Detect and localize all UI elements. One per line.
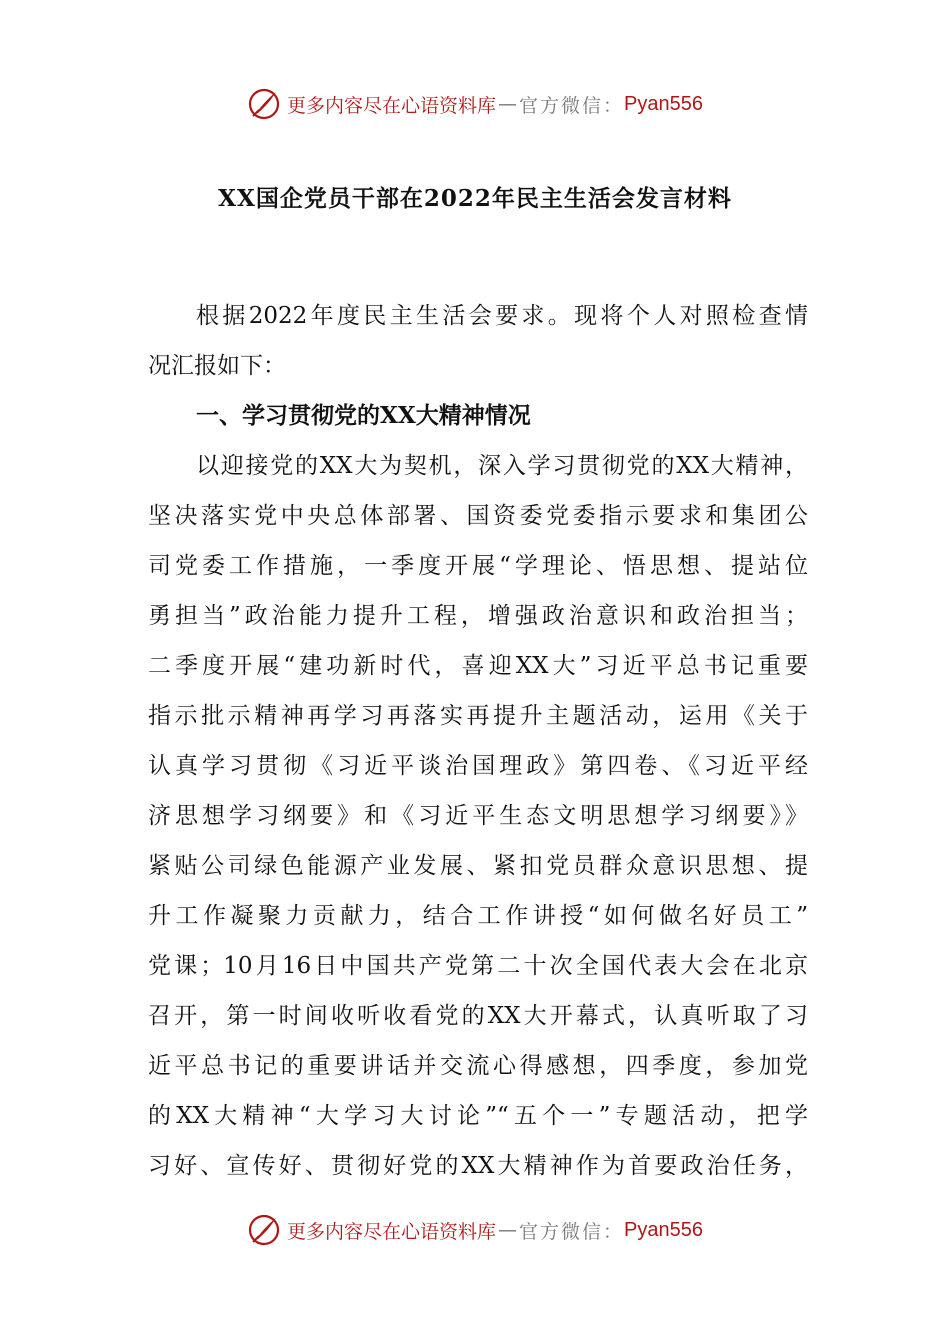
paragraph-line: 以迎接党的XX大为契机，深入学习贯彻党的XX大精神， [196,453,808,479]
section-heading: 一、学习贯彻党的XX大精神情况 [196,402,531,429]
watermark-wechat-id: Pyan556 [624,92,703,115]
document-body [148,291,808,1191]
paragraph-line: 升工作凝聚力贡献力，结合工作讲授“如何做名好员工” [148,903,808,929]
watermark-brand-text: 更多内容尽在心语资料库 [287,1220,497,1243]
paragraph-line: 党课；10月16日中国共产党第二十次全国代表大会在北京 [148,953,808,979]
document-title: XX国企党员干部在2022年民主生活会发言材料 [218,185,732,212]
feather-pen-logo-icon [247,87,281,121]
paragraph-line: 的XX大精神“大学习大讨论”“五个一”专题活动，把学 [148,1103,808,1129]
paragraph-line: 召开，第一时间收听收看党的XX大开幕式，认真听取了习 [148,1003,808,1029]
watermark-wechat-id: Pyan556 [624,1218,703,1241]
paragraph-line: 紧贴公司绿色能源产业发展、紧扣党员群众意识思想、提 [148,853,808,879]
paragraph-line: 习好、宣传好、贯彻好党的XX大精神作为首要政治任务， [148,1153,808,1179]
watermark-brand-text: 更多内容尽在心语资料库 [287,94,497,117]
paragraph-line: 司党委工作措施，一季度开展“学理论、悟思想、提站位 [148,553,808,579]
watermark-official-label: 官方微信： [519,1220,625,1243]
watermark-official-label: 官方微信： [519,94,625,117]
paragraph-line: 坚决落实党中央总体部署、国资委党委指示要求和集团公 [148,503,808,529]
paragraph-line: 根据2022年度民主生活会要求。现将个人对照检查情 [196,303,808,329]
header-watermark [0,82,950,126]
paragraph-line: 近平总书记的重要讲话并交流心得感想，四季度，参加党 [148,1053,808,1079]
paragraph-line: 济思想学习纲要》和《习近平生态文明思想学习纲要》》 [148,803,808,829]
paragraph-line: 认真学习贯彻《习近平谈治国理政》第四卷、《习近平经 [148,753,808,779]
paragraph-line: 勇担当”政治能力提升工程，增强政治意识和政治担当； [148,603,808,629]
paragraph-line: 指示批示精神再学习再落实再提升主题活动，运用《关于 [148,703,808,729]
watermark-separator: — [498,1219,518,1241]
paragraph-line: 况汇报如下： [148,353,286,379]
footer-watermark [0,1208,950,1252]
watermark-separator: — [498,93,518,115]
feather-pen-logo-icon [247,1213,281,1247]
paragraph-line: 二季度开展“建功新时代，喜迎XX大”习近平总书记重要 [148,653,808,679]
